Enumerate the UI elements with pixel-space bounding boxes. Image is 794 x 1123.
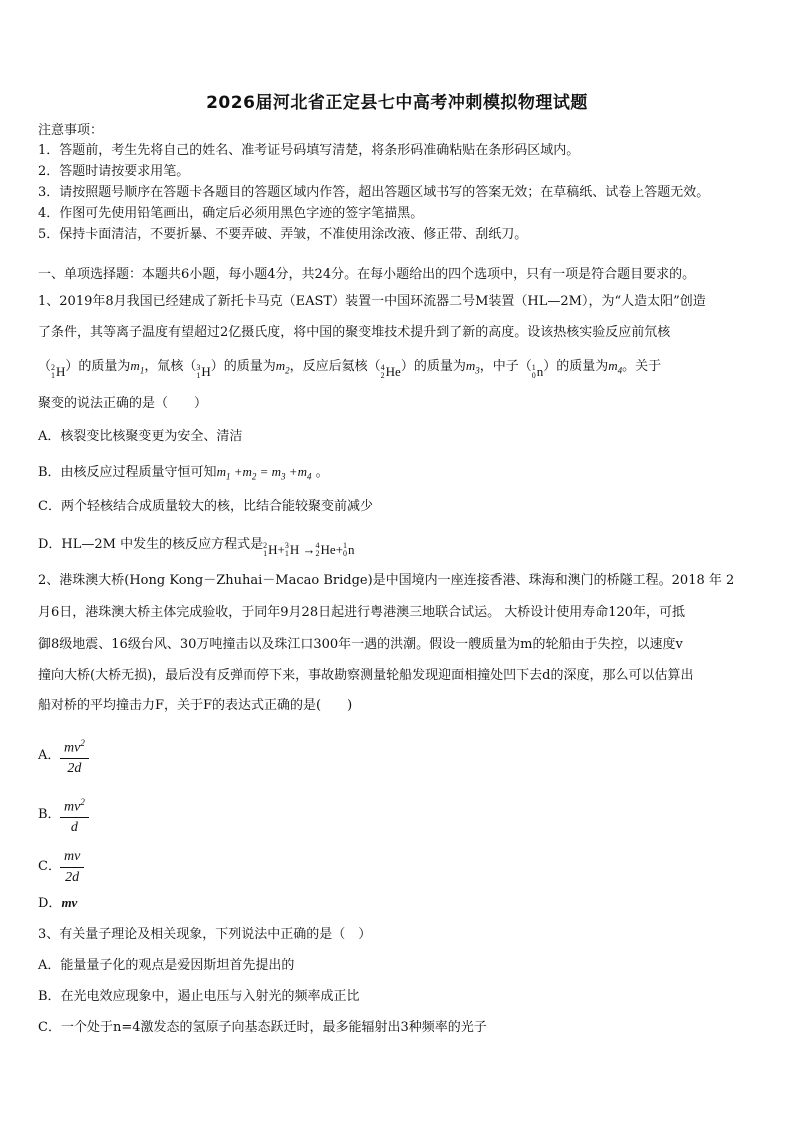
q2-line-2: 月6日，港珠澳大桥主体完成验收，于同年9月28日起进行粤港澳三地联合试运。 大桥设计使用寿命120年，可抵 — [38, 605, 686, 620]
deuterium-symbol: 2 1 H — [51, 363, 66, 380]
notice-heading: 注意事项： — [38, 123, 104, 138]
q3-option-c: C．一个处于n=4激发态的氢原子向基态跃迁时，最多能辐射出3种频率的光子 — [38, 1020, 487, 1035]
notice-item-4: 4．作图可先使用铅笔画出，确定后必须用黑色字迹的签字笔描黑。 — [38, 206, 424, 221]
q1-option-c: C．两个轻核结合成质量较大的核，比结合能较聚变前减少 — [38, 499, 373, 514]
q2-option-c: C． $\frac{mv}{2d}$ — [38, 845, 763, 889]
q3-stem: 3、有关量子理论及相关现象，下列说法中正确的是（ ） — [38, 927, 372, 942]
q2-option-b: B． $\frac{mv^2}{d}$ — [38, 793, 763, 837]
fraction-mv2-2d: $\frac{mv^2}{2d}$ — [60, 735, 89, 778]
q1-option-a: A．核裂变比核聚变更为安全、清洁 — [38, 429, 243, 444]
m1-symbol: $m_1$ — [130, 358, 145, 376]
q1-option-b: B．由核反应过程质量守恒可知$m_1 +m_2 = m_3 +m_4$ 。 — [38, 464, 329, 482]
m3-symbol: $m_3$ — [465, 358, 480, 376]
q1-line-2: 了条件，其等离子温度有望超过2亿摄氏度，将中国的聚变堆技术提升到了新的高度。设该热核实验反应前氘核 — [38, 325, 671, 340]
q1-line-3: （ 2 1 H）的质量为$m_1$，氚核（ 3 1 H）的质量为$m_2$，反应后氦核（ 4 2 He）的质量为$m_3$，中子（ 1 0 n）的质量为$m_4$。关于 — [38, 358, 662, 380]
notice-item-3: 3．请按照题号顺序在答题卡各题目的答题区域内作答，超出答题区域书写的答案无效；在草稿纸、试卷上答题无效。 — [38, 185, 710, 200]
q3-option-b: B．在光电效应现象中，遏止电压与入射光的频率成正比 — [38, 989, 360, 1004]
q1-line-1: 1、2019年8月我国已经建成了新托卡马克（EAST）装置一中国环流器二号M装置（HL—2M），为“人造太阳”创造 — [38, 294, 706, 309]
q2-line-4: 撞向大桥(大桥无损)，最后没有反弹而停下来，事故勘察测量轮船发现迎面相撞处凹下去d的深度，那么可以估算出 — [38, 668, 694, 683]
page-title: 2026届河北省正定县七中高考冲刺模拟物理试题 — [206, 93, 588, 113]
q2-option-a: A． $\frac{mv^2}{2d}$ — [38, 734, 763, 778]
q2-option-d: D．mv — [38, 895, 78, 911]
mass-equation: $m_1 +m_2 = m_3 +m_4$ — [216, 464, 312, 482]
notice-item-5: 5．保持卡面清洁，不要折暴、不要弄破、弄皱，不准使用涂改液、修正带、刮纸刀。 — [38, 227, 528, 242]
q1-line-4: 聚变的说法正确的是（ ） — [38, 396, 208, 411]
reaction-equation: 2 1 H+ 3 1 H → 4 2 He+ 1 0 n — [263, 541, 355, 558]
helium-symbol: 4 2 He — [380, 363, 401, 380]
notice-item-2: 2．答题时请按要求用笔。 — [38, 164, 190, 179]
q3-option-a: A．能量量子化的观点是爱因斯坦首先提出的 — [38, 958, 295, 973]
neutron-symbol: 1 0 n — [531, 363, 544, 380]
q2-line-5: 船对桥的平均撞击力F，关于F的表达式正确的是( ) — [38, 698, 353, 713]
q1-option-d: D．HL—2M 中发生的核反应方程式是 2 1 H+ 3 1 H → 4 2 He+ 1 0 n — [38, 537, 355, 558]
m4-symbol: $m_4$ — [608, 358, 623, 376]
q2-line-1: 2、港珠澳大桥(Hong Kong－Zhuhai－Macao Bridge)是中国境内一座连接香港、珠海和澳门的桥隧工程。2018 年 2 — [38, 573, 735, 588]
fraction-mv2-d: $\frac{mv^2}{d}$ — [60, 794, 89, 837]
tritium-symbol: 3 1 H — [196, 363, 211, 380]
notice-item-1: 1．答题前，考生先将自己的姓名、准考证号码填写清楚，将条形码准确粘贴在条形码区域内。 — [38, 143, 580, 158]
fraction-mv-2d: $\frac{mv}{2d}$ — [60, 849, 84, 886]
q2-line-3: 御8级地震、16级台风、30万吨撞击以及珠江口300年一遇的洪潮。假设一艘质量为m的轮船由于失控，以速度v — [38, 637, 683, 652]
section-heading: 一、单项选择题：本题共6小题，每小题4分，共24分。在每小题给出的四个选项中，只有一项是符合题目要求的。 — [38, 267, 696, 282]
m2-symbol: $m_2$ — [275, 358, 290, 376]
